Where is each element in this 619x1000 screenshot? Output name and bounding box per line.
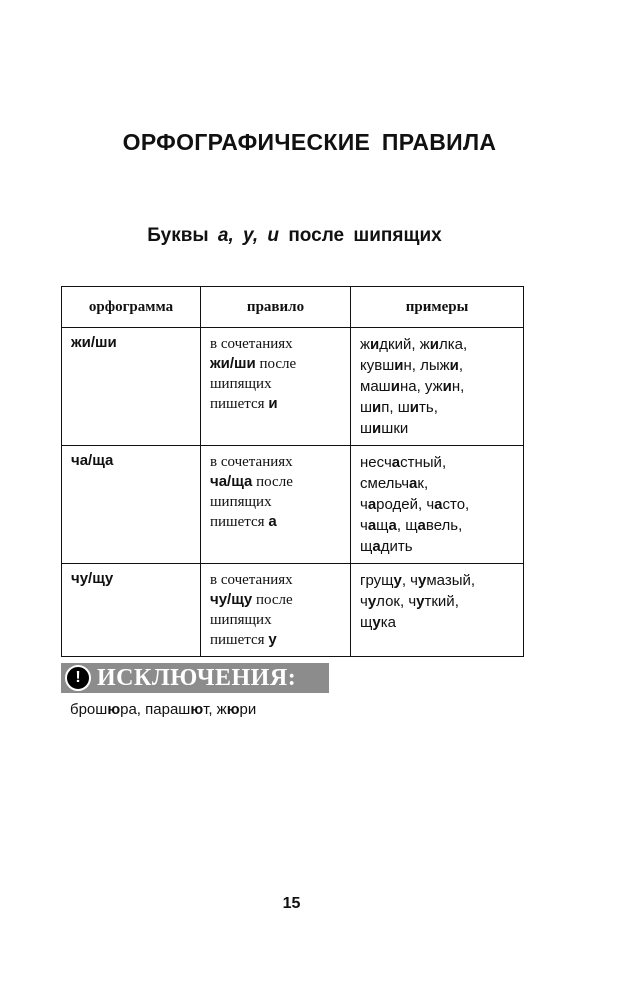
rule-cell <box>201 446 351 564</box>
rule-after: после <box>256 474 293 490</box>
examples-cell: жидкий, жилка, кувшин, лыжи, машина, ужин, шип, шить, шишки <box>351 328 524 446</box>
subtitle-letters: а, у, и <box>217 225 280 246</box>
orthogram-cell: чу/щу <box>62 564 201 657</box>
rule-letter: у <box>268 631 277 648</box>
orthogram-cell: ча/ща <box>62 446 201 564</box>
exceptions-banner <box>61 663 329 693</box>
header-rule: правило <box>201 287 351 328</box>
page-title: ОРФОГРАФИЧЕСКИЕ ПРАВИЛА <box>122 129 497 155</box>
rule-intro: в сочетаниях <box>210 572 293 588</box>
subtitle-suffix: после шипящих <box>288 225 442 246</box>
rule-after: после <box>255 592 293 608</box>
table-header-row <box>62 287 524 328</box>
section-subtitle <box>0 225 589 247</box>
examples-cell: несчастный, смельчак, чародей, часто, чаща, щавель, щадить <box>351 446 524 564</box>
page-number: 15 <box>282 895 301 912</box>
rule-cell <box>201 328 351 446</box>
rule-intro: в сочетаниях <box>210 336 293 352</box>
rule-cell <box>201 564 351 657</box>
rule-writes: пишется <box>210 632 265 648</box>
rule-mid: шипящих <box>210 612 272 628</box>
rule-letter: и <box>268 395 278 412</box>
rule-mid: шипящих <box>210 376 272 392</box>
header-orthogram: орфограмма <box>62 287 201 328</box>
rule-intro: в сочетаниях <box>210 454 293 470</box>
table-row <box>62 446 524 564</box>
examples-cell: грущу, чумазый, чулок, чуткий, щука <box>351 564 524 657</box>
rule-combo: жи/ши <box>210 355 256 372</box>
exclamation-circle-icon: ! <box>65 665 91 691</box>
rule-mid: шипящих <box>210 494 272 510</box>
rule-after: после <box>259 356 297 372</box>
rule-writes: пишется <box>210 514 265 530</box>
rule-combo: чу/щу <box>210 591 253 608</box>
table-row <box>62 328 524 446</box>
exceptions-words: брошюра, парашют, жюри <box>70 701 257 718</box>
table-row <box>62 564 524 657</box>
rule-combo: ча/ща <box>210 473 253 490</box>
header-examples: примеры <box>351 287 524 328</box>
rule-letter: а <box>268 513 277 530</box>
rule-writes: пишется <box>210 396 265 412</box>
exceptions-label: ИСКЛЮЧЕНИЯ: <box>97 664 297 691</box>
orthogram-cell: жи/ши <box>62 328 201 446</box>
subtitle-prefix: Буквы <box>147 225 209 246</box>
rules-table <box>61 286 524 657</box>
